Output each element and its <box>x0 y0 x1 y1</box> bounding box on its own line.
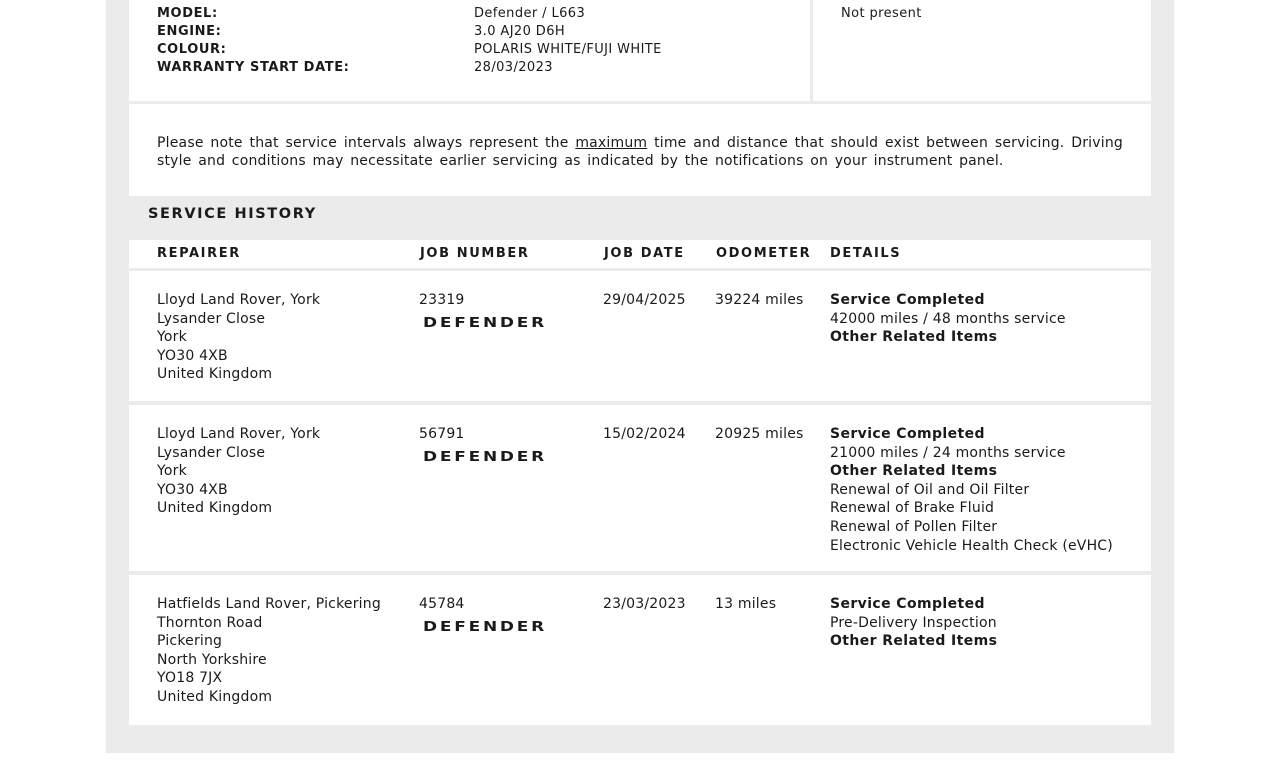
details-line: Renewal of Brake Fluid <box>830 500 995 517</box>
vehicle-labels <box>157 5 349 77</box>
job-number: 23319 <box>419 292 465 308</box>
details-line: Other Related Items <box>830 329 998 346</box>
vehicle-details-card <box>129 0 810 101</box>
table-row <box>129 575 1151 725</box>
not-present-value: Not present <box>841 6 922 21</box>
svg-text:DEFENDER: DEFENDER <box>423 315 547 329</box>
defender-logo <box>422 315 548 329</box>
odometer: 20925 miles <box>715 426 804 442</box>
column-job-date: JOB DATE <box>604 246 685 261</box>
address-line: Hatfields Land Rover, Pickering <box>157 596 381 612</box>
details-line: Renewal of Pollen Filter <box>830 518 998 535</box>
column-details: DETAILS <box>830 246 902 261</box>
notice-text-after: time and distance that should exist between servicing. Driving style and conditions may necessitate earlier servicing as indicated by the notifications on your instrument panel. <box>157 135 1123 169</box>
vehicle-values <box>474 5 662 77</box>
warranty-start-value: 28/03/2023 <box>474 60 553 75</box>
model-value: Defender / L663 <box>474 6 586 21</box>
address-line: Lloyd Land Rover, York <box>157 292 321 308</box>
details-line: Electronic Vehicle Health Check (eVHC) <box>830 537 1113 554</box>
details-title: Service Completed <box>830 426 985 442</box>
job-date: 15/02/2024 <box>603 426 686 442</box>
job-date: 29/04/2025 <box>603 292 686 308</box>
svg-text:DEFENDER: DEFENDER <box>423 449 547 463</box>
address-line: York <box>157 329 187 346</box>
address-line: Lysander Close <box>157 310 266 327</box>
odometer: 13 miles <box>715 596 777 612</box>
details-title: Service Completed <box>830 292 985 308</box>
service-details <box>830 595 997 651</box>
details-title: Service Completed <box>830 596 985 612</box>
address-line: YO30 4XB <box>157 481 228 498</box>
details-line: Pre-Delivery Inspection <box>830 614 997 631</box>
job-number: 56791 <box>419 426 465 442</box>
details-line: Other Related Items <box>830 463 998 480</box>
address-line: YO18 7JX <box>157 670 223 687</box>
column-odometer: ODOMETER <box>716 246 812 261</box>
address-line: United Kingdom <box>157 366 273 383</box>
address-line: Pickering <box>157 633 223 650</box>
job-date: 23/03/2023 <box>603 596 686 612</box>
colour-label: COLOUR: <box>157 42 227 57</box>
defender-logo <box>422 449 548 463</box>
column-job-number: JOB NUMBER <box>420 246 530 261</box>
address-line: Lloyd Land Rover, York <box>157 426 321 442</box>
column-repairer: REPAIRER <box>157 246 241 261</box>
odometer: 39224 miles <box>715 292 804 308</box>
service-details <box>830 425 1113 555</box>
repairer-address <box>157 291 320 384</box>
table-row <box>129 405 1151 571</box>
svg-text:DEFENDER: DEFENDER <box>423 619 547 633</box>
details-line: 42000 miles / 48 months service <box>830 310 1066 327</box>
address-line: United Kingdom <box>157 688 273 705</box>
engine-label: ENGINE: <box>157 24 222 39</box>
address-line: United Kingdom <box>157 500 273 517</box>
repairer-address <box>157 595 381 707</box>
service-details <box>830 291 1066 347</box>
table-row <box>129 271 1151 401</box>
defender-logo <box>422 619 548 633</box>
job-number: 45784 <box>419 596 465 612</box>
notice-text <box>157 134 1123 170</box>
vehicle-extra-card <box>813 0 1151 101</box>
service-interval-notice <box>129 104 1151 196</box>
details-line: Renewal of Oil and Oil Filter <box>830 481 1030 498</box>
address-line: YO30 4XB <box>157 347 228 364</box>
details-line: Other Related Items <box>830 633 998 650</box>
model-label: MODEL: <box>157 6 218 21</box>
warranty-start-label: WARRANTY START DATE: <box>157 60 350 75</box>
maximum-link[interactable]: maximum <box>575 135 648 151</box>
details-line: 21000 miles / 24 months service <box>830 444 1066 461</box>
address-line: Lysander Close <box>157 444 266 461</box>
repairer-address <box>157 425 320 518</box>
address-line: North Yorkshire <box>157 651 267 668</box>
service-history-title: SERVICE HISTORY <box>148 206 317 222</box>
engine-value: 3.0 AJ20 D6H <box>474 24 566 39</box>
address-line: Thornton Road <box>157 614 263 631</box>
address-line: York <box>157 463 187 480</box>
service-history-table-header <box>129 240 1151 268</box>
notice-text-before: Please note that service intervals always represent the <box>157 135 569 151</box>
colour-value: POLARIS WHITE/FUJI WHITE <box>474 42 662 57</box>
